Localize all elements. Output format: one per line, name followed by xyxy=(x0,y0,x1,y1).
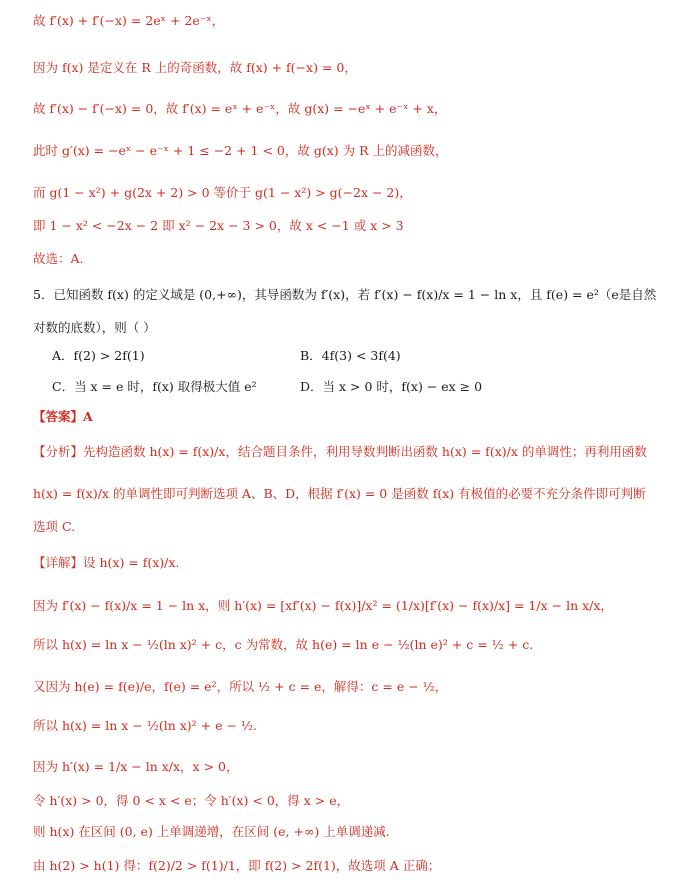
option-a: A．f(2) > 2f(1) xyxy=(52,348,145,363)
solution-line-4: 此时 g′(x) = −eˣ − e⁻ˣ + 1 ≤ −2 + 1 < 0，故 g(x) 为 R 上的减函数， xyxy=(33,143,448,158)
detail-line-3: 所以 h(x) = ln x − ½(ln x)² + c，c 为常数，故 h(e) = ln e − ½(ln e)² + c = ½ + c. xyxy=(33,637,534,652)
detail-line-2: 因为 f′(x) − f(x)/x = 1 − ln x，则 h′(x) = [xf′(x) − f(x)]/x² = (1/x)[f′(x) − f(x)/x] = 1/x − ln x/x， xyxy=(33,598,613,613)
solution-line-1: 故 f′(x) + f′(−x) = 2eˣ + 2e⁻ˣ， xyxy=(33,13,225,28)
solution-line-3: 故 f′(x) − f′(−x) = 0，故 f′(x) = eˣ + e⁻ˣ，故 g(x) = −eˣ + e⁻ˣ + x， xyxy=(33,101,447,116)
detail-line-6: 因为 h′(x) = 1/x − ln x/x，x > 0， xyxy=(33,759,239,774)
solution-line-5: 而 g(1 − x²) + g(2x + 2) > 0 等价于 g(1 − x²) > g(−2x − 2)， xyxy=(33,185,412,200)
option-d: D．当 x > 0 时，f(x) − ex ≥ 0 xyxy=(300,379,483,394)
detail-line-4: 又因为 h(e) = f(e)/e，f(e) = e²，所以 ½ + c = e，解得：c = e − ½， xyxy=(33,679,448,694)
detail-line-5: 所以 h(x) = ln x − ½(ln x)² + e − ½. xyxy=(33,718,258,733)
detail-line-9: 由 h(2) > h(1) 得：f(2)/2 > f(1)/1，即 f(2) > 2f(1)，故选项 A 正确； xyxy=(33,858,441,873)
analysis-line-3: 选项 C. xyxy=(33,519,76,534)
solution-line-2: 因为 f(x) 是定义在 R 上的奇函数，故 f(x) + f(−x) = 0， xyxy=(33,60,357,75)
analysis-line-2: h(x) = f(x)/x 的单调性即可判断选项 A、B、D，根据 f′(x) = 0 是函数 f(x) 有极值的必要不充分条件即可判断 xyxy=(33,486,646,501)
answer-choice-line: 故选：A． xyxy=(33,251,93,266)
problem-stem: 5．已知函数 f(x) 的定义域是 (0,+∞)，其导函数为 f′(x)，若 f′(x) − f(x)/x = 1 − ln x，且 f(e) = e²（e是自然 xyxy=(33,287,657,302)
detail-line-8: 则 h(x) 在区间 (0, e) 上单调递增，在区间 (e, +∞) 上单调递减. xyxy=(33,824,390,839)
detail-line-7: 令 h′(x) > 0，得 0 < x < e；令 h′(x) < 0，得 x > e， xyxy=(33,793,350,808)
option-c: C．当 x = e 时，f(x) 取得极大值 e² xyxy=(52,379,257,394)
answer-label: 【答案】A xyxy=(33,409,93,424)
analysis-line-1: 【分析】先构造函数 h(x) = f(x)/x，结合题目条件，利用导数判断出函数 h(x) = f(x)/x 的单调性；再利用函数 xyxy=(33,444,647,459)
option-b: B．4f(3) < 3f(4) xyxy=(300,348,401,363)
solution-line-6: 即 1 − x² < −2x − 2 即 x² − 2x − 3 > 0，故 x < −1 或 x > 3 xyxy=(33,218,404,233)
detail-line-1: 【详解】设 h(x) = f(x)/x. xyxy=(33,555,180,570)
problem-stem-cont: 对数的底数），则（ ） xyxy=(33,320,156,335)
